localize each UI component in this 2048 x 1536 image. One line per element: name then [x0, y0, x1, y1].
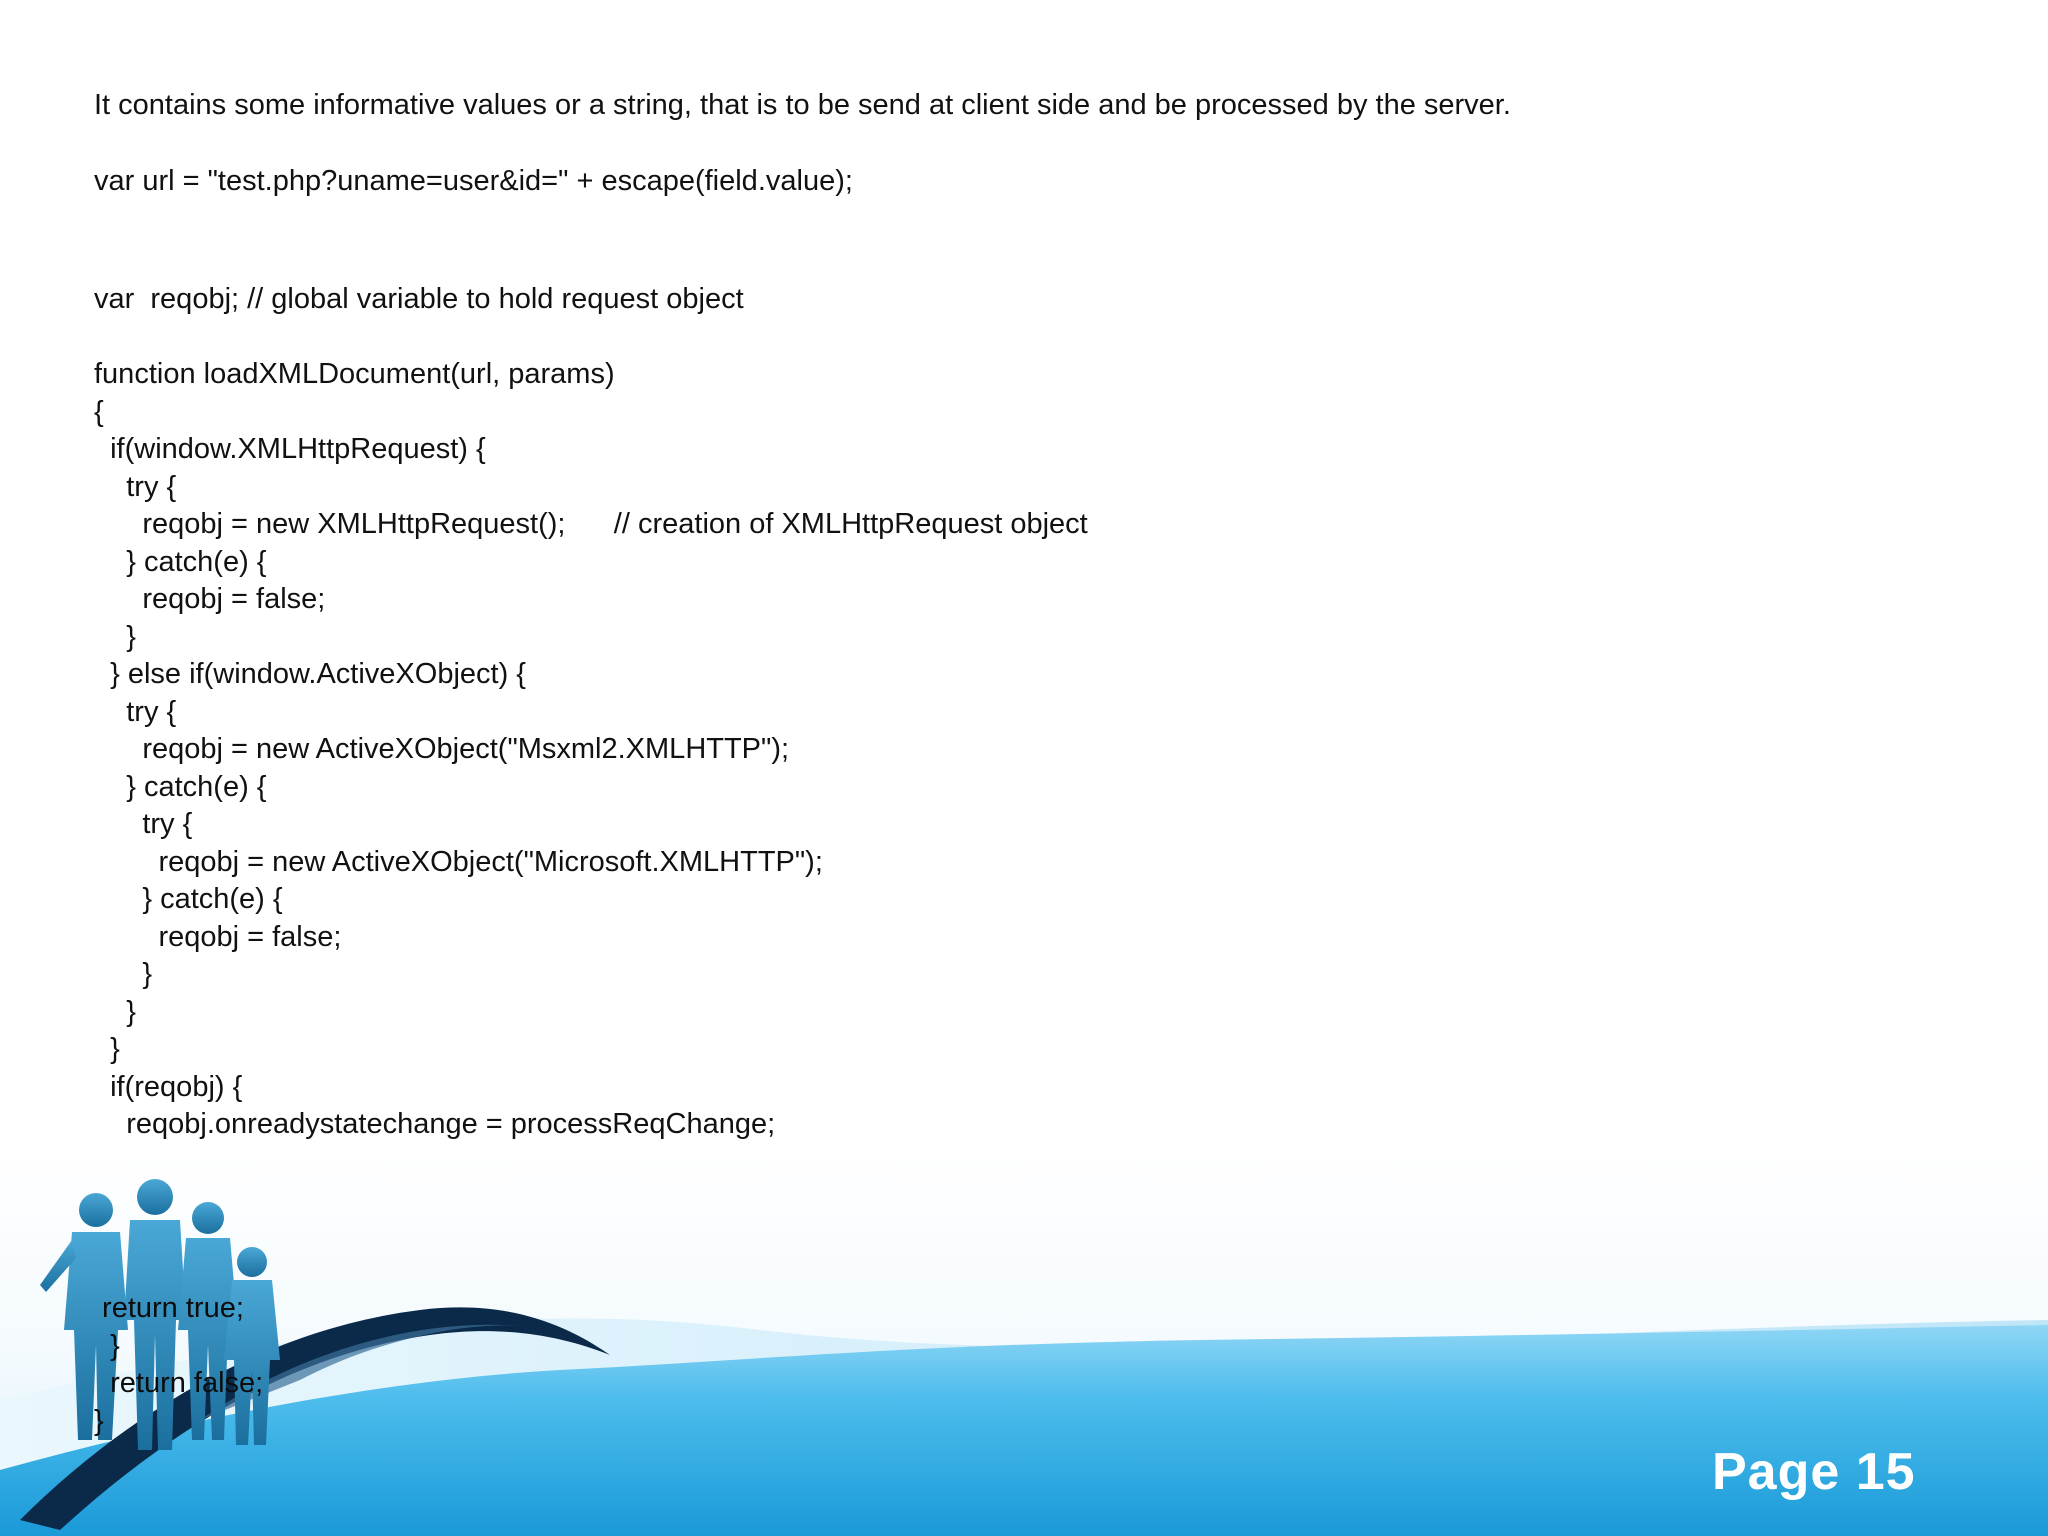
code-line: } catch(e) { — [94, 545, 267, 578]
code-line: if(reqobj) { — [94, 1070, 243, 1103]
code-tail-line: return true; — [94, 1292, 244, 1324]
code-line: } — [94, 620, 136, 653]
url-code-line: var url = "test.php?uname=user&id=" + escape(field.value); — [94, 165, 853, 197]
code-line: } else if(window.ActiveXObject) { — [94, 658, 526, 690]
code-line: } — [94, 995, 136, 1028]
code-line: function loadXMLDocument(url, params) — [94, 358, 615, 390]
code-line: { — [94, 395, 104, 428]
code-line: try { — [94, 808, 193, 840]
code-line: reqobj = new XMLHttpRequest(); // creation of XMLHttpRequest object — [94, 508, 1088, 540]
code-line: } — [94, 958, 153, 990]
code-line: reqobj = new ActiveXObject("Microsoft.XMLHTTP"); — [94, 845, 823, 878]
code-tail-block — [94, 1290, 694, 1440]
page-number: Page 15 — [1712, 1443, 1916, 1501]
code-tail-line: } — [94, 1329, 120, 1362]
code-tail-line: } — [94, 1404, 104, 1437]
code-tail-line: return false; — [94, 1367, 264, 1399]
intro-paragraph: It contains some informative values or a string, that is to be send at client side and be processed by the server. — [94, 89, 1511, 121]
code-line: reqobj = false; — [94, 920, 342, 953]
code-line: reqobj = false; — [94, 583, 326, 615]
code-line: } catch(e) { — [94, 883, 283, 915]
code-line: try { — [94, 470, 177, 503]
spacer — [94, 124, 1994, 162]
code-line: if(window.XMLHttpRequest) { — [94, 433, 486, 465]
code-line — [94, 319, 1794, 357]
code-line: } catch(e) { — [94, 770, 267, 803]
code-line: try { — [94, 695, 177, 728]
intro-text-block — [94, 86, 1994, 200]
code-line: var reqobj; // global variable to hold request object — [94, 283, 744, 315]
code-block — [94, 281, 1794, 1144]
code-line: reqobj = new ActiveXObject("Msxml2.XMLHTTP"); — [94, 733, 790, 765]
code-line: reqobj.onreadystatechange = processReqChange; — [94, 1108, 776, 1140]
code-line: } — [94, 1033, 120, 1065]
